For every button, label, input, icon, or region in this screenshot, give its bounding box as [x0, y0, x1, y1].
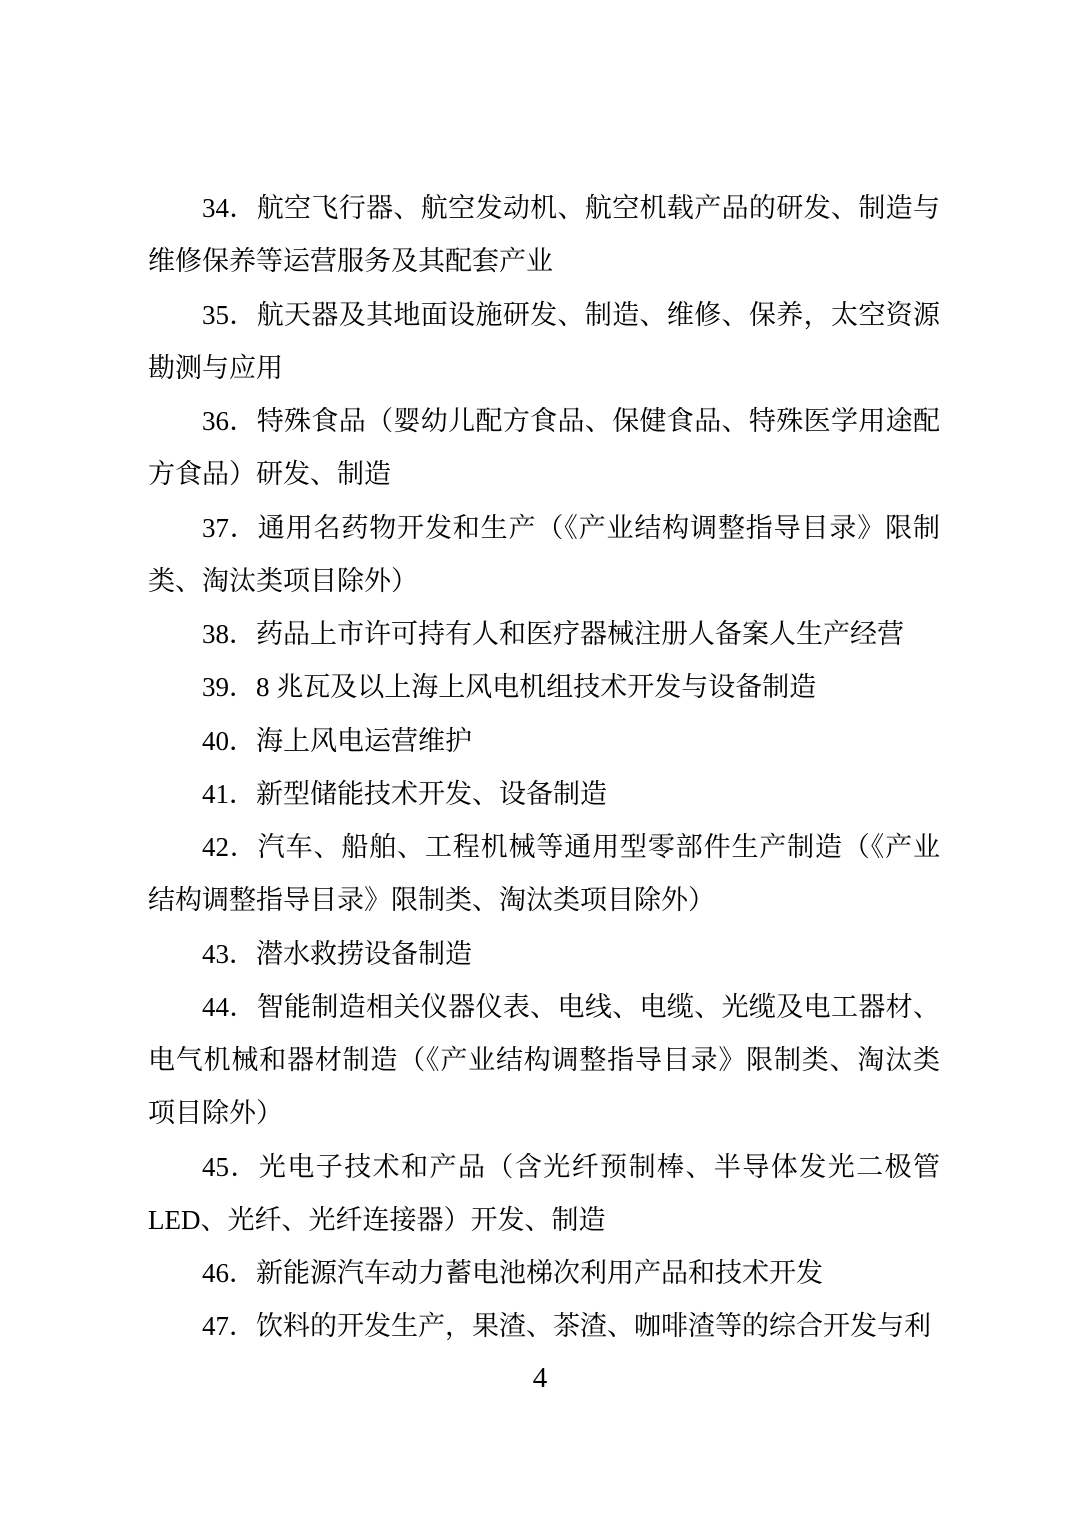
list-item-35 — [148, 289, 940, 396]
item-number: 42． — [202, 832, 258, 862]
item-number: 44． — [202, 991, 257, 1022]
item-number: 41． — [202, 778, 256, 809]
item-text: 通用名药物开发和生产（《产业结构调整指导目录》限制类、淘汰类项目除外） — [148, 512, 941, 596]
catalogue-list — [148, 182, 940, 1354]
list-item-42 — [148, 821, 940, 928]
item-text: 特殊食品（婴幼儿配方食品、保健食品、特殊医学用途配方食品）研发、制造 — [148, 406, 941, 490]
item-number: 43． — [202, 938, 256, 969]
item-number: 39． — [202, 672, 256, 703]
item-text: 海上风电运营维护 — [256, 725, 472, 756]
item-text: 8 兆瓦及以上海上风电机组技术开发与设备制造 — [256, 672, 817, 703]
page-number: 4 — [532, 1362, 548, 1394]
list-item-34 — [148, 182, 940, 289]
list-item-36 — [148, 395, 940, 502]
item-text: 饮料的开发生产，果渣、茶渣、咖啡渣等的综合开发与利 — [256, 1311, 931, 1342]
list-item-38 — [148, 608, 940, 661]
item-text: 新能源汽车动力蓄电池梯次利用产品和技术开发 — [256, 1258, 823, 1288]
list-item-46 — [148, 1247, 940, 1300]
list-item-41 — [148, 768, 940, 821]
list-item-43 — [148, 928, 940, 981]
item-text: 汽车、船舶、工程机械等通用型零部件生产制造（《产业结构调整指导目录》限制类、淘汰类项目除外） — [148, 832, 941, 916]
item-text: 新型储能技术开发、设备制造 — [256, 778, 607, 809]
item-number: 47． — [202, 1311, 256, 1342]
item-number: 37． — [202, 512, 258, 543]
item-number: 45． — [202, 1151, 259, 1182]
item-text: 潜水救捞设备制造 — [256, 938, 472, 969]
item-number: 46． — [202, 1258, 256, 1288]
item-number: 36． — [202, 406, 257, 436]
list-item-37 — [148, 502, 940, 609]
item-number: 34． — [202, 193, 257, 223]
list-item-47 — [148, 1300, 940, 1353]
item-number: 35． — [202, 299, 257, 330]
item-text: 智能制造相关仪器仪表、电线、电缆、光缆及电工器材、电气机械和器材制造（《产业结构调整指导目录》限制类、淘汰类项目除外） — [148, 991, 941, 1129]
item-number: 38． — [202, 619, 256, 649]
item-text: 航天器及其地面设施研发、制造、维修、保养，太空资源勘测与应用 — [148, 299, 941, 383]
list-item-40 — [148, 715, 940, 768]
item-number: 40． — [202, 725, 256, 756]
list-item-45 — [148, 1141, 940, 1248]
list-item-39 — [148, 661, 940, 714]
item-text: 药品上市许可持有人和医疗器械注册人备案人生产经营 — [256, 619, 904, 649]
list-item-44 — [148, 981, 940, 1141]
item-text: 光电子技术和产品（含光纤预制棒、半导体发光二极管LED、光纤、光纤连接器）开发、制造 — [148, 1151, 941, 1235]
item-text: 航空飞行器、航空发动机、航空机载产品的研发、制造与维修保养等运营服务及其配套产业 — [148, 193, 941, 277]
